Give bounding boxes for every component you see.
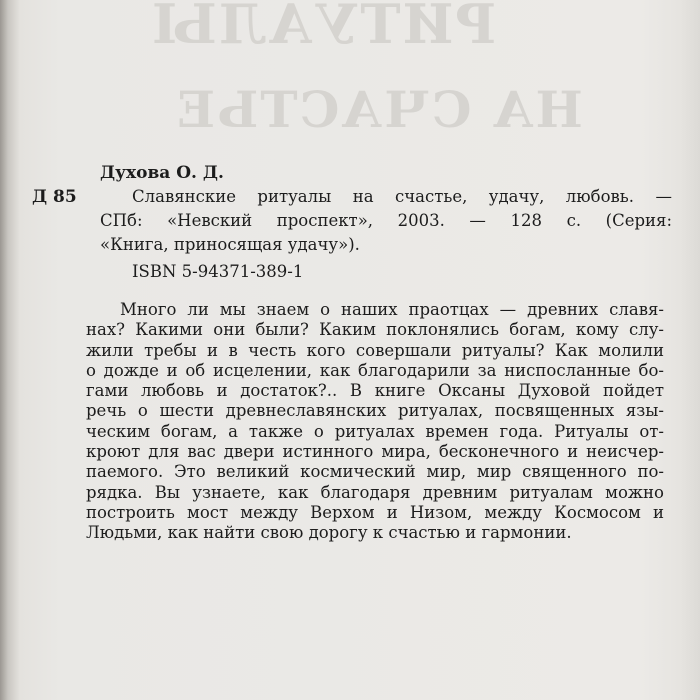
annotation-paragraph bbox=[86, 300, 664, 544]
annotation-line: рядка. Вы узнаете, как благодаря древним ритуалам можно bbox=[86, 482, 664, 502]
show-through-text: НА СЧАСТЬЕ bbox=[175, 80, 583, 139]
annotation-line: о дожде и об исцелении, как благодарили за ниспосланные бо- bbox=[86, 360, 664, 380]
entry-line-1: Славянские ритуалы на счастье, удачу, любовь. — bbox=[132, 187, 672, 206]
annotation-line: речь о шести древнеславянских ритуалах, посвященных язы- bbox=[86, 401, 664, 421]
annotation-line: ческим богам, а также о ритуалах времен года. Ритуалы от- bbox=[86, 421, 664, 441]
annotation-line: жили требы и в честь кого совершали ритуалы? Как молили bbox=[86, 340, 664, 360]
annotation-line: Много ли мы знаем о наших праотцах — древних славя- bbox=[120, 300, 664, 319]
annotation-line: гами любовь и достаток?.. В книге Оксаны Духовой пойдет bbox=[86, 381, 664, 401]
isbn-line: ISBN 5-94371-389-1 bbox=[132, 262, 304, 281]
entry-line-3: «Книга, приносящая удачу»). bbox=[100, 235, 360, 254]
classification-code: Д 85 bbox=[32, 187, 77, 207]
annotation-line: нах? Какими они были? Каким поклонялись богам, кому слу- bbox=[86, 320, 664, 340]
annotation-line: построить мост между Верхом и Низом, между Космосом и bbox=[86, 502, 664, 522]
author-heading: Духова О. Д. bbox=[100, 163, 224, 183]
entry-line-2: СПб: «Невский проспект», 2003. — 128 с. (Серия: bbox=[100, 211, 672, 230]
show-through-text: РИТУАЛЫ bbox=[150, 0, 497, 56]
annotation-line: Людьми, как найти свою дорогу к счастью и гармонии. bbox=[86, 523, 572, 543]
annotation-line: паемого. Это великий космический мир, мир священного по- bbox=[86, 462, 664, 482]
annotation-line: кроют для вас двери истинного мира, бесконечного и неисчер- bbox=[86, 442, 664, 462]
